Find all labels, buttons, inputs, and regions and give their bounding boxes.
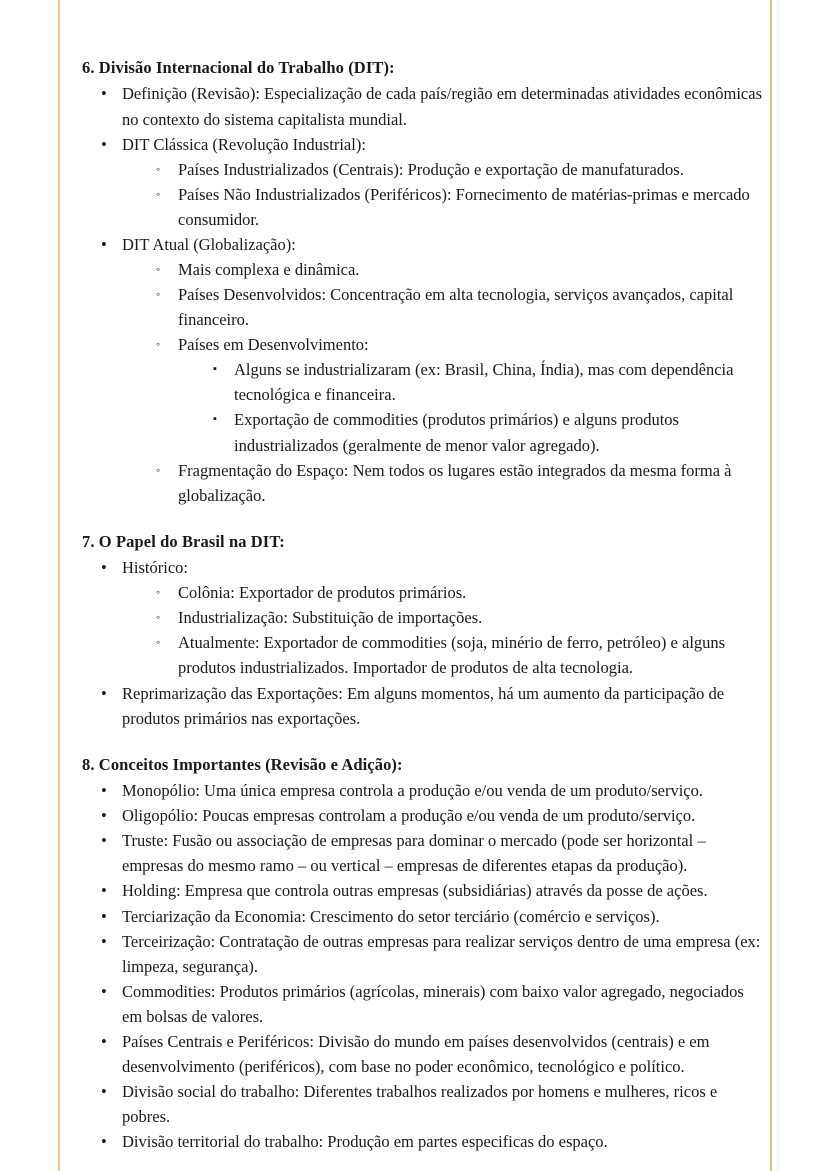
list-item — [208, 357, 768, 407]
section-heading: 8. Conceitos Importantes (Revisão e Adição): — [82, 754, 403, 774]
list-item — [96, 1029, 768, 1079]
list-item — [96, 828, 768, 878]
list-item-text: DIT Clássica (Revolução Industrial): — [122, 134, 366, 154]
list-item — [96, 81, 768, 131]
list-item-text: Definição (Revisão): Especialização de cada país/região em determinadas atividades econômicas no contexto do sistema capitalista mundial. — [122, 84, 763, 129]
disc-bullet-icon: • — [101, 683, 107, 703]
list-item-text: Holding: Empresa que controla outras empresas (subsidiárias) através da posse de ações. — [122, 881, 708, 901]
list-item-text: Commodities: Produtos primários (agrícolas, minerais) com baixo valor agregado, negociados em bolsas de valores. — [122, 981, 744, 1026]
list-item — [96, 132, 768, 232]
list-item — [152, 157, 768, 182]
list-item-text: Terceirização: Contratação de outras empresas para realizar serviços dentro de uma empresa (ex: limpeza, segurança). — [122, 931, 761, 976]
list-item-text: Exportação de commodities (produtos primários) e alguns produtos industrializados (geralmente de menor valor agregado). — [234, 410, 679, 455]
list-item-text: Terciarização da Economia: Crescimento do setor terciário (comércio e serviços). — [122, 906, 660, 926]
disc-bullet-icon: • — [101, 906, 107, 926]
list-item-text: Divisão territorial do trabalho: Produção em partes especificas do espaço. — [122, 1132, 608, 1152]
circle-bullet-icon: ◦ — [156, 610, 161, 625]
list-item — [208, 407, 768, 457]
list-item-text: Alguns se industrializaram (ex: Brasil, China, Índia), mas com dependência tecnológica e financeira. — [234, 360, 734, 405]
section-6-divisao-internacional-do-trabalho-dit — [82, 56, 768, 508]
disc-bullet-icon: • — [101, 1031, 107, 1051]
disc-bullet-icon: • — [101, 881, 107, 901]
list-item-text: DIT Atual (Globalização): — [122, 234, 296, 254]
bullet-list-level-1 — [82, 778, 768, 1154]
disc-bullet-icon: • — [101, 781, 107, 801]
list-item — [96, 929, 768, 979]
disc-bullet-icon: • — [101, 806, 107, 826]
circle-bullet-icon: ◦ — [156, 287, 161, 302]
bullet-list-level-2 — [152, 257, 768, 508]
disc-bullet-icon: • — [101, 931, 107, 951]
disc-bullet-icon: • — [101, 981, 107, 1001]
list-item-text: Histórico: — [122, 558, 188, 578]
list-item — [96, 904, 768, 929]
list-item-text: Colônia: Exportador de produtos primários. — [178, 583, 467, 603]
bullet-list-level-1 — [82, 81, 768, 507]
disc-bullet-icon: • — [101, 234, 107, 254]
list-item-text: Monopólio: Uma única empresa controla a produção e/ou venda de um produto/serviço. — [122, 781, 703, 801]
list-item — [96, 878, 768, 903]
circle-bullet-icon: ◦ — [156, 462, 161, 477]
list-item-text: Divisão social do trabalho: Diferentes trabalhos realizados por homens e mulheres, ricos e pobres. — [122, 1082, 718, 1127]
section-heading: 6. Divisão Internacional do Trabalho (DIT): — [82, 58, 395, 77]
disc-bullet-icon: • — [101, 134, 107, 154]
disc-bullet-icon: • — [101, 1082, 107, 1102]
bullet-list-level-3 — [208, 357, 768, 457]
list-item — [152, 282, 768, 332]
list-item — [152, 182, 768, 232]
square-bullet-icon: ▪ — [213, 363, 217, 376]
list-item — [96, 979, 768, 1029]
list-item-text: Fragmentação do Espaço: Nem todos os lugares estão integrados da mesma forma à globalização. — [178, 460, 732, 505]
list-item-text: Atualmente: Exportador de commodities (soja, minério de ferro, petróleo) e alguns produtos industrializados. Importador de produtos de alta tecnologia. — [178, 633, 726, 678]
bullet-list-level-1 — [82, 555, 768, 731]
circle-bullet-icon: ◦ — [156, 261, 161, 276]
section-heading: 7. O Papel do Brasil na DIT: — [82, 531, 285, 551]
list-item — [96, 232, 768, 508]
list-item-text: Truste: Fusão ou associação de empresas para dominar o mercado (pode ser horizontal – empresas do mesmo ramo – ou vertical – empresas de diferentes etapas da produção). — [122, 831, 706, 876]
section-8-conceitos-importantes-revisao-e-adicao — [82, 753, 768, 1155]
list-item — [96, 1079, 768, 1129]
list-item-text: Reprimarização das Exportações: Em alguns momentos, há um aumento da participação de produtos primários nas exportações. — [122, 683, 725, 728]
disc-bullet-icon: • — [101, 84, 107, 104]
list-item-text: Países em Desenvolvimento: — [178, 335, 369, 355]
list-item-text: Oligopólio: Poucas empresas controlam a produção e/ou venda de um produto/serviço. — [122, 806, 696, 826]
section-7-o-papel-do-brasil-na-dit — [82, 530, 768, 731]
list-item — [152, 458, 768, 508]
list-item-text: Países Não Industrializados (Periféricos): Fornecimento de matérias-primas e mercado consumidor. — [178, 184, 750, 229]
list-item — [96, 1129, 768, 1154]
circle-bullet-icon: ◦ — [156, 186, 161, 201]
disc-bullet-icon: • — [101, 1132, 107, 1152]
square-bullet-icon: ▪ — [213, 413, 217, 426]
disc-bullet-icon: • — [101, 831, 107, 851]
list-item-text: Países Desenvolvidos: Concentração em alta tecnologia, serviços avançados, capital financeiro. — [178, 285, 734, 330]
list-item — [152, 580, 768, 605]
circle-bullet-icon: ◦ — [156, 635, 161, 650]
list-item — [152, 630, 768, 680]
list-item — [152, 605, 768, 630]
list-item-text: Mais complexa e dinâmica. — [178, 259, 360, 279]
circle-bullet-icon: ◦ — [156, 161, 161, 176]
list-item — [152, 257, 768, 282]
circle-bullet-icon: ◦ — [156, 337, 161, 352]
list-item-text: Países Centrais e Periféricos: Divisão do mundo em países desenvolvidos (centrais) e em desenvolvimento (periféricos), com base no poder econômico, tecnológico e político. — [122, 1031, 710, 1076]
list-item — [152, 332, 768, 457]
list-item — [96, 803, 768, 828]
list-item — [96, 778, 768, 803]
circle-bullet-icon: ◦ — [156, 585, 161, 600]
bullet-list-level-2 — [152, 157, 768, 232]
list-item — [96, 681, 768, 731]
disc-bullet-icon: • — [101, 558, 107, 578]
list-item-text: Industrialização: Substituição de importações. — [178, 608, 483, 628]
list-item-text: Países Industrializados (Centrais): Produção e exportação de manufaturados. — [178, 159, 684, 179]
list-item — [96, 555, 768, 680]
bullet-list-level-2 — [152, 580, 768, 680]
